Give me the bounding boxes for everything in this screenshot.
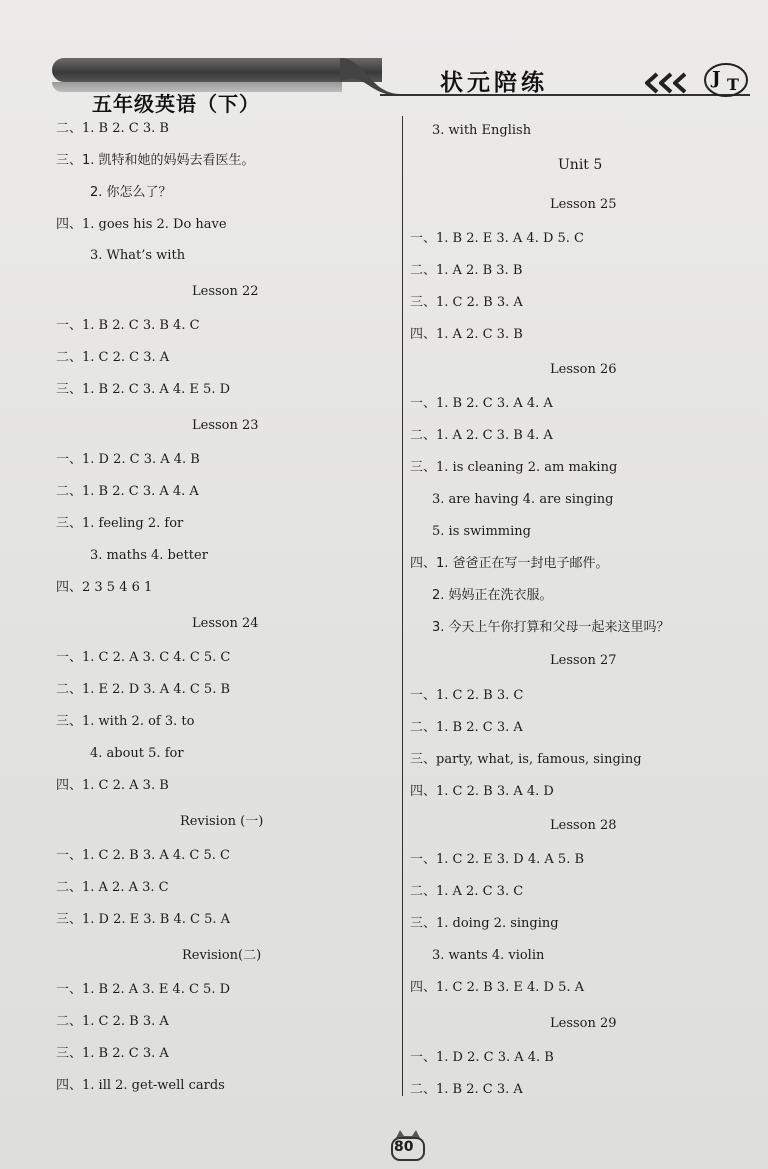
answer-line: 二、1. A 2. C 3. C bbox=[410, 884, 524, 899]
answer-line: 二、1. A 2. B 3. B bbox=[410, 263, 523, 278]
answer-line: 2. 妈妈正在洗衣服。 bbox=[432, 588, 553, 603]
answer-line: 四、1. 爸爸正在写一封电子邮件。 bbox=[410, 556, 609, 571]
answer-line: 一、1. C 2. E 3. D 4. A 5. B bbox=[410, 852, 585, 867]
answer-line: 二、1. B 2. C 3. B bbox=[56, 121, 169, 136]
answer-line: 四、1. goes his 2. Do have bbox=[56, 217, 227, 232]
answer-line: 三、1. feeling 2. for bbox=[56, 516, 184, 531]
answer-line: 3. What’s with bbox=[90, 248, 186, 263]
answer-line: 3. maths 4. better bbox=[90, 548, 208, 563]
lesson-heading: Revision (一) bbox=[180, 814, 264, 829]
lesson-heading: Lesson 26 bbox=[550, 362, 617, 377]
answer-line: 二、1. C 2. B 3. A bbox=[56, 1014, 169, 1029]
lesson-heading: Lesson 28 bbox=[550, 818, 617, 833]
answer-line: 三、1. B 2. C 3. A bbox=[56, 1046, 169, 1061]
answer-line: 二、1. A 2. C 3. B 4. A bbox=[410, 428, 553, 443]
answer-line: 三、party, what, is, famous, singing bbox=[410, 752, 642, 767]
answer-line: 四、1. C 2. A 3. B bbox=[56, 778, 169, 793]
answer-line: 3. are having 4. are singing bbox=[432, 492, 614, 507]
answer-line: 二、1. A 2. A 3. C bbox=[56, 880, 169, 895]
answer-line: 三、1. D 2. E 3. B 4. C 5. A bbox=[56, 912, 231, 927]
answer-line: 3. wants 4. violin bbox=[432, 948, 545, 963]
chevrons-icon bbox=[641, 72, 693, 94]
answer-line: 一、1. C 2. B 3. C bbox=[410, 688, 524, 703]
answer-line: 三、1. 凯特和她的妈妈去看医生。 bbox=[56, 153, 255, 168]
answer-line: 四、1. C 2. B 3. E 4. D 5. A bbox=[410, 980, 585, 995]
answer-line: 二、1. E 2. D 3. A 4. C 5. B bbox=[56, 682, 231, 697]
answer-line: 一、1. D 2. C 3. A 4. B bbox=[56, 452, 200, 467]
header-swoosh bbox=[340, 58, 400, 96]
answer-line: 一、1. D 2. C 3. A 4. B bbox=[410, 1050, 554, 1065]
lesson-heading: Lesson 24 bbox=[192, 616, 259, 631]
answer-line: 一、1. C 2. A 3. C 4. C 5. C bbox=[56, 650, 231, 665]
jt-logo-icon bbox=[703, 62, 749, 98]
answer-line: 3. with English bbox=[432, 123, 532, 138]
answer-line: 5. is swimming bbox=[432, 524, 531, 539]
answer-line: 一、1. B 2. A 3. E 4. C 5. D bbox=[56, 982, 231, 997]
answer-line: 四、1. ill 2. get-well cards bbox=[56, 1078, 225, 1093]
answer-line: 二、1. B 2. C 3. A 4. A bbox=[56, 484, 199, 499]
answer-line: 三、1. is cleaning 2. am making bbox=[410, 460, 618, 475]
lesson-heading: Lesson 23 bbox=[192, 418, 259, 433]
answer-line: 二、1. B 2. C 3. A bbox=[410, 720, 523, 735]
answer-line: 二、1. B 2. C 3. A bbox=[410, 1082, 523, 1097]
answer-line: 一、1. B 2. E 3. A 4. D 5. C bbox=[410, 231, 585, 246]
column-divider bbox=[402, 116, 403, 1096]
lesson-heading: Revision(二) bbox=[182, 948, 262, 963]
answer-line: 2. 你怎么了？ bbox=[90, 185, 172, 200]
page-number: 80 bbox=[394, 1139, 414, 1155]
svg-text:T: T bbox=[727, 75, 739, 94]
header-band bbox=[52, 58, 382, 82]
header-rule bbox=[380, 94, 750, 96]
answer-line: 四、1. C 2. B 3. A 4. D bbox=[410, 784, 554, 799]
series-title: 状元陪练 bbox=[440, 70, 548, 96]
answer-line: 4. about 5. for bbox=[90, 746, 184, 761]
lesson-heading: Lesson 22 bbox=[192, 284, 259, 299]
answer-line: 三、1. doing 2. singing bbox=[410, 916, 559, 931]
answer-line: 一、1. B 2. C 3. B 4. C bbox=[56, 318, 200, 333]
answer-line: 三、1. with 2. of 3. to bbox=[56, 714, 195, 729]
book-title: 五年级英语（下） bbox=[92, 92, 260, 116]
lesson-heading: Lesson 25 bbox=[550, 197, 617, 212]
lesson-heading: Lesson 29 bbox=[550, 1016, 617, 1031]
svg-text:J: J bbox=[712, 68, 721, 89]
answer-line: 三、1. B 2. C 3. A 4. E 5. D bbox=[56, 382, 231, 397]
answer-line: 二、1. C 2. C 3. A bbox=[56, 350, 170, 365]
answer-line: 一、1. C 2. B 3. A 4. C 5. C bbox=[56, 848, 230, 863]
answer-line: 3. 今天上午你打算和父母一起来这里吗？ bbox=[432, 620, 670, 635]
answer-line: 一、1. B 2. C 3. A 4. A bbox=[410, 396, 553, 411]
unit-heading: Unit 5 bbox=[558, 157, 603, 173]
answer-line: 四、2 3 5 4 6 1 bbox=[56, 580, 153, 595]
lesson-heading: Lesson 27 bbox=[550, 653, 617, 668]
answer-line: 四、1. A 2. C 3. B bbox=[410, 327, 523, 342]
answer-line: 三、1. C 2. B 3. A bbox=[410, 295, 523, 310]
